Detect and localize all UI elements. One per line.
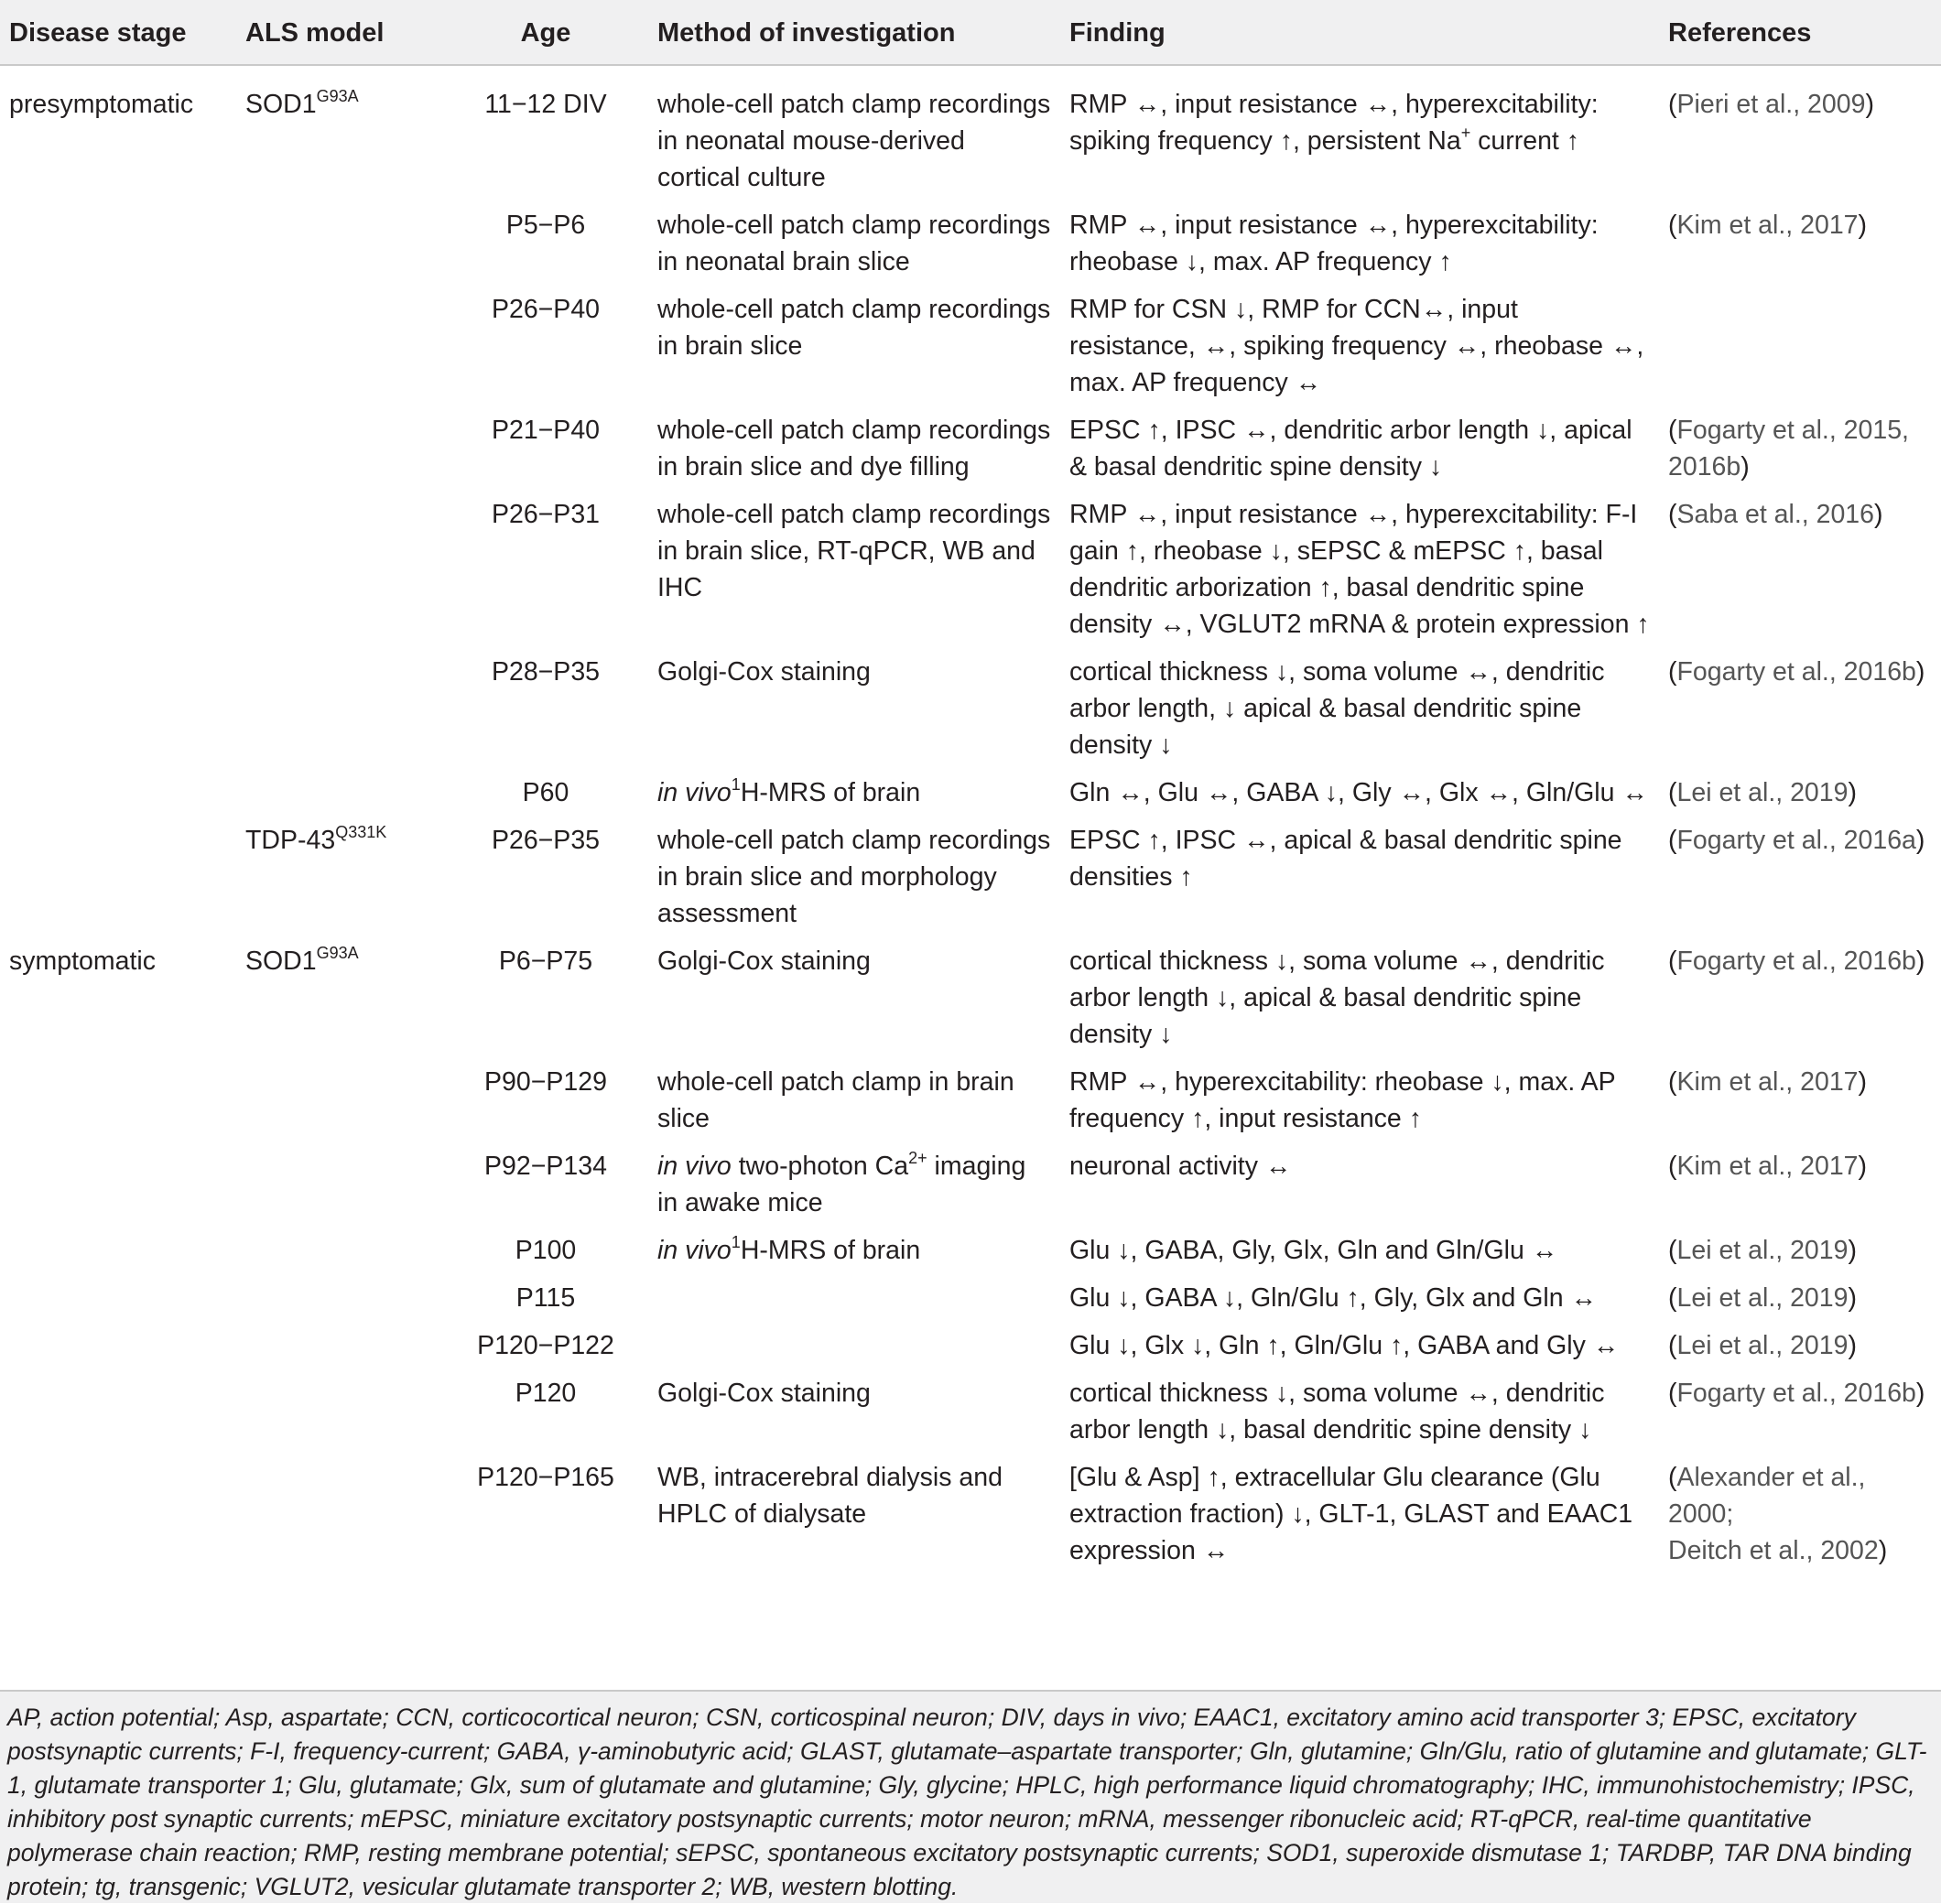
- cell-age: P120−P165: [477, 1463, 614, 1492]
- cell-age: P28−P35: [491, 657, 601, 687]
- cell-stage: presymptomatic: [9, 90, 194, 119]
- header-references: References: [1659, 0, 1941, 65]
- header-disease-stage: Disease stage: [0, 0, 236, 65]
- table-row: [0, 492, 1941, 650]
- cell-age: P115: [515, 1283, 576, 1313]
- table-row: [0, 65, 1941, 203]
- cell-age: P6−P75: [498, 947, 593, 976]
- cell-age: P21−P40: [491, 416, 601, 445]
- cell-method: whole-cell patch clamp recordings in neonatal mouse-derived cortical culture: [657, 90, 1051, 192]
- cell-reference-link[interactable]: (Lei et al., 2019): [1668, 1236, 1857, 1265]
- table-row: [0, 1455, 1941, 1584]
- table-row: [0, 650, 1941, 771]
- cell-finding: Glu ↓, GABA ↓, Gln/Glu ↑, Gly, Glx and Gln ↔: [1069, 1283, 1597, 1313]
- header-method: Method of investigation: [648, 0, 1060, 65]
- cell-finding: Glu ↓, GABA, Gly, Glx, Gln and Gln/Glu ↔: [1069, 1236, 1558, 1265]
- cell-finding: neuronal activity ↔: [1069, 1152, 1292, 1181]
- cell-method: whole-cell patch clamp recordings in brain slice and morphology assessment: [657, 826, 1051, 928]
- table-row: [0, 287, 1941, 408]
- table-row: [0, 818, 1941, 939]
- table-row: [0, 1371, 1941, 1455]
- cell-finding: RMP ↔, input resistance ↔, hyperexcitability: F-I gain ↑, rheobase ↓, sEPSC & mEPSC ↑, basal dendritic arborization ↑, basal dendritic spine density ↔, VGLUT2 mRNA & protein expression ↑: [1069, 500, 1650, 639]
- cell-finding: cortical thickness ↓, soma volume ↔, dendritic arbor length ↓, apical & basal dendritic spine density ↓: [1069, 947, 1605, 1049]
- cell-method: whole-cell patch clamp recordings in brain slice and dye filling: [657, 416, 1051, 481]
- cell-model: $SOD1^{G93A}$: [245, 944, 359, 976]
- table-row: [0, 939, 1941, 1060]
- cell-age: P26−P40: [491, 295, 601, 324]
- cell-finding: Gln ↔, Glu ↔, GABA ↓, Gly ↔, Glx ↔, Gln/Glu ↔: [1069, 778, 1648, 807]
- cell-finding: RMP ↔, hyperexcitability: rheobase ↓, max. AP frequency ↑, input resistance ↑: [1069, 1067, 1616, 1133]
- cell-reference-link[interactable]: (Lei et al., 2019): [1668, 1283, 1857, 1313]
- table-row: [0, 203, 1941, 287]
- table-row: [0, 771, 1941, 818]
- cell-age: 11−12 DIV: [484, 90, 607, 119]
- cell-stage: symptomatic: [9, 947, 156, 976]
- cell-age: P100: [515, 1236, 577, 1265]
- cell-reference-link[interactable]: (Alexander et al., 2000; Deitch et al., 2002): [1668, 1463, 1888, 1565]
- header-age: Age: [443, 0, 648, 65]
- cell-age: P90−P129: [484, 1067, 607, 1097]
- cell-age: P120: [515, 1379, 577, 1408]
- cell-reference-link[interactable]: (Fogarty et al., 2016a): [1668, 826, 1925, 855]
- cell-reference-link[interactable]: (Saba et al., 2016): [1668, 500, 1883, 529]
- table-row: [0, 1144, 1941, 1228]
- cell-finding: [Glu & Asp] ↑, extracellular Glu clearance (Glu extraction fraction) ↓, GLT-1, GLAST and EAAC1 expression ↔: [1069, 1463, 1633, 1565]
- cell-reference-link[interactable]: (Lei et al., 2019): [1668, 778, 1857, 807]
- cell-age: P26−P35: [491, 826, 601, 855]
- cell-method: whole-cell patch clamp recordings in neonatal brain slice: [657, 211, 1051, 276]
- header-als-model: ALS model: [236, 0, 443, 65]
- cell-method: in vivo$^1$H-MRS of brain: [657, 1233, 921, 1265]
- table-row: [0, 1060, 1941, 1144]
- cell-method: Golgi-Cox staining: [657, 657, 871, 687]
- cell-finding: RMP ↔, input resistance ↔, hyperexcitability: spiking frequency ↑, persistent Na+ current ↑: [1069, 90, 1599, 156]
- cell-finding: EPSC ↑, IPSC ↔, apical & basal dendritic spine densities ↑: [1069, 826, 1622, 892]
- cell-model: $SOD1^{G93A}$: [245, 87, 359, 119]
- cell-method: in vivo two-photon $Ca^{2+}$ imaging in awake mice: [657, 1149, 1026, 1217]
- cell-model: TDP-$43^{Q331K}$: [245, 823, 387, 855]
- cell-reference-link[interactable]: (Kim et al., 2017): [1668, 1152, 1868, 1181]
- cell-finding: cortical thickness ↓, soma volume ↔, dendritic arbor length, ↓ apical & basal dendritic spine density ↓: [1069, 657, 1605, 760]
- cell-method: Golgi-Cox staining: [657, 947, 871, 976]
- cell-reference-link[interactable]: (Pieri et al., 2009): [1668, 90, 1874, 119]
- cell-method: WB, intracerebral dialysis and HPLC of dialysate: [657, 1463, 1003, 1529]
- cell-method: in vivo$^1$H-MRS of brain: [657, 775, 921, 807]
- cell-reference-link[interactable]: (Kim et al., 2017): [1668, 211, 1868, 240]
- cell-age: P26−P31: [491, 500, 601, 529]
- cell-finding: RMP ↔, input resistance ↔, hyperexcitability: rheobase ↓, max. AP frequency ↑: [1069, 211, 1599, 276]
- cell-reference-link[interactable]: (Kim et al., 2017): [1668, 1067, 1868, 1097]
- cell-age: P120−P122: [477, 1331, 614, 1360]
- cell-finding: RMP for CSN ↓, RMP for CCN↔, input resistance, ↔, spiking frequency ↔, rheobase ↔, max. AP frequency ↔: [1069, 295, 1644, 397]
- cell-method: whole-cell patch clamp recordings in brain slice: [657, 295, 1051, 361]
- table-row: [0, 408, 1941, 492]
- cell-method: whole-cell patch clamp recordings in brain slice, RT-qPCR, WB and IHC: [657, 500, 1051, 602]
- cell-age: P60: [522, 778, 569, 807]
- cell-finding: EPSC ↑, IPSC ↔, dendritic arbor length ↓, apical & basal dendritic spine density ↓: [1069, 416, 1632, 481]
- cell-reference-link[interactable]: (Fogarty et al., 2015, 2016b): [1668, 416, 1909, 481]
- header-finding: Finding: [1060, 0, 1659, 65]
- cell-method: whole-cell patch clamp in brain slice: [657, 1067, 1014, 1133]
- table-header-row: [0, 0, 1941, 65]
- cell-reference-link[interactable]: (Fogarty et al., 2016b): [1668, 1379, 1925, 1408]
- cell-method: Golgi-Cox staining: [657, 1379, 871, 1408]
- cell-age: P5−P6: [505, 211, 586, 240]
- cell-finding: cortical thickness ↓, soma volume ↔, dendritic arbor length ↓, basal dendritic spine density ↓: [1069, 1379, 1605, 1444]
- table-row: [0, 1276, 1941, 1324]
- cell-finding: Glu ↓, Glx ↓, Gln ↑, Gln/Glu ↑, GABA and Gly ↔: [1069, 1331, 1620, 1360]
- cell-reference-link[interactable]: (Fogarty et al., 2016b): [1668, 947, 1925, 976]
- table-row: [0, 1324, 1941, 1371]
- table-row: [0, 1228, 1941, 1276]
- cell-reference-link[interactable]: (Fogarty et al., 2016b): [1668, 657, 1925, 687]
- cell-age: P92−P134: [484, 1152, 607, 1181]
- table-footnote: AP, action potential; Asp, aspartate; CCN, corticocortical neuron; CSN, corticospinal neuron; DIV, days in vivo; EAAC1, excitatory amino acid transporter 3; EPSC, excitatory postsynaptic currents; F-I, frequency-current; GABA, γ-aminobutyric acid; GLAST, glutamate–aspartate transporter; Gln, glutamine; Gln/Glu, ratio of glutamine and glutamate; GLT-1, glutamate transporter 1; Glu, glutamate; Glx, sum of glutamate and glutamine; Gly, glycine; HPLC, high performance liquid chromatography; IHC, immunohistochemistry; IPSC, inhibitory post synaptic currents; mEPSC, miniature excitatory postsynaptic currents; motor neuron; mRNA, messenger ribonucleic acid; RT-qPCR, real-time quantitative polymerase chain reaction; RMP, resting membrane potential; sEPSC, spontaneous excitatory postsynaptic currents; SOD1, superoxide dismutase 1; TARDBP, TAR DNA binding protein; tg, transgenic; VGLUT2, vesicular glutamate transporter 2; WB, western blotting.: [0, 1690, 1941, 1903]
- cell-reference-link[interactable]: (Lei et al., 2019): [1668, 1331, 1857, 1360]
